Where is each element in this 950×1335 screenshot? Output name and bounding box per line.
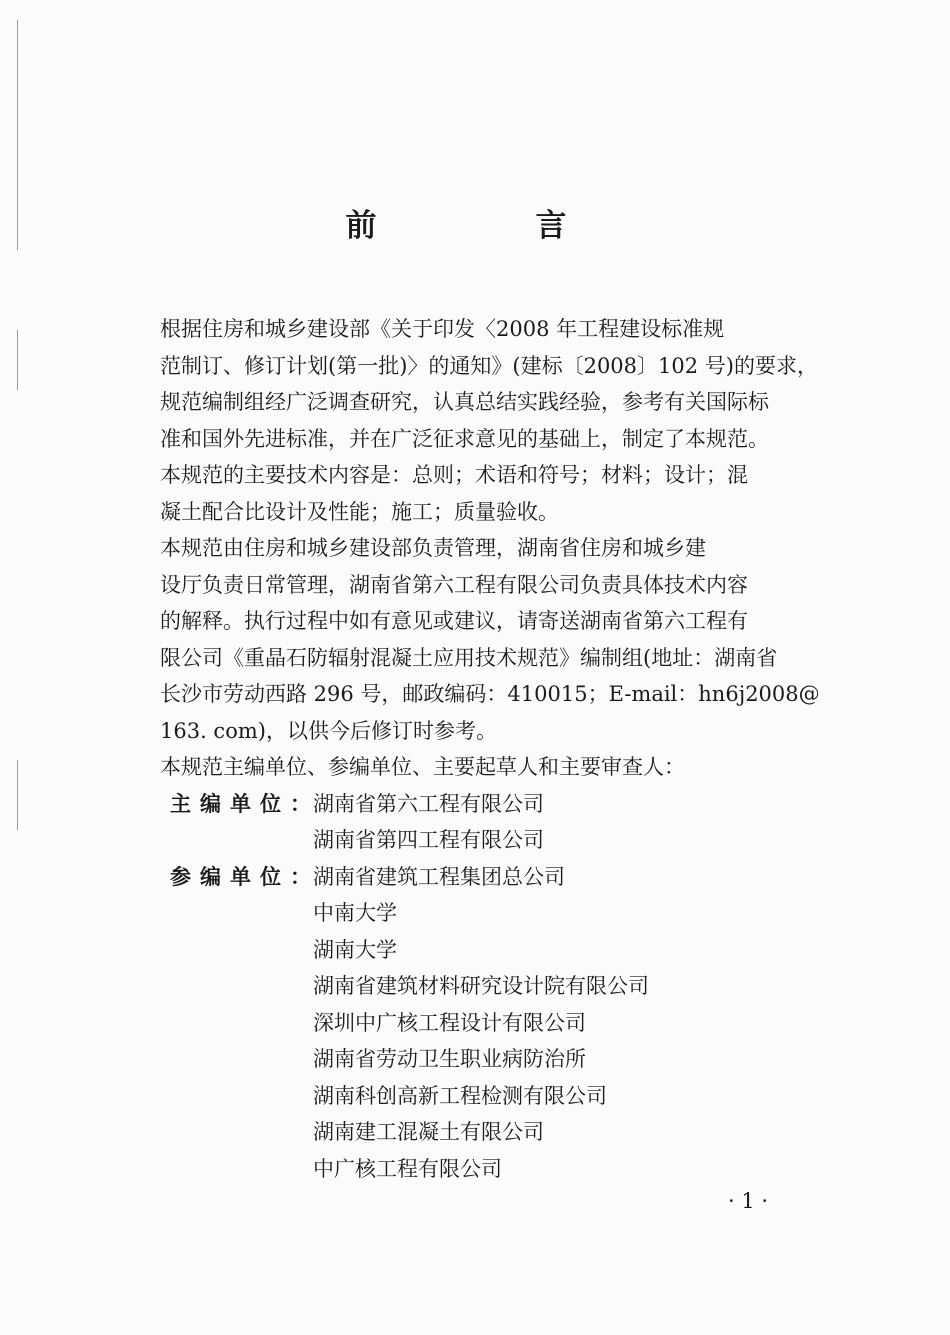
participating-unit-name: 湖南科创高新工程检测有限公司 [313,1083,607,1108]
scan-margin-line [17,330,18,390]
chief-unit-name: 湖南省第四工程有限公司 [313,828,544,852]
page-number: · 1 · [728,1189,769,1213]
paragraph-line: 本规范主编单位、参编单位、主要起草人和主要审查人： [160,755,685,779]
participating-unit-name: 湖南大学 [313,937,397,962]
paragraph [118,749,808,786]
scan-margin-line [17,760,18,830]
paragraph-line: 本规范的主要技术内容是：总则；术语和符号；材料；设计；混 [160,463,748,487]
participating-unit-label: 参编单位： [170,864,320,889]
participating-unit-name: 湖南建工混凝土有限公司 [313,1120,544,1144]
chief-unit-row [118,822,808,859]
paragraph-line: 限公司《重晶石防辐射混凝土应用技术规范》编制组(地址：湖南省 [160,645,778,670]
paragraph-line: 长沙市劳动西路 296 号，邮政编码：410015；E-mail：hn6j2008@ [160,682,820,706]
paragraph-line: 根据住房和城乡建设部《关于印发〈2008 年工程建设标准规 [160,317,725,341]
paragraph-line: 设厅负责日常管理，湖南省第六工程有限公司负责具体技术内容 [160,572,748,597]
chief-unit-row [118,786,808,823]
participating-unit-row [118,932,808,969]
document-body [118,311,820,1187]
paragraph [118,530,820,749]
participating-unit-name: 湖南省劳动卫生职业病防治所 [313,1047,586,1071]
paragraph-line: 范制订、修订计划(第一批)〉的通知》(建标〔2008〕102 号)的要求， [160,353,818,378]
participating-unit-row [118,1151,808,1188]
participating-unit-name: 中南大学 [313,901,397,925]
participating-unit-name: 中广核工程有限公司 [313,1156,502,1181]
chief-unit-label: 主编单位： [170,791,320,816]
participating-unit-name: 深圳中广核工程设计有限公司 [313,1010,586,1035]
chief-unit-name: 湖南省第六工程有限公司 [313,791,544,816]
participating-units-section [118,859,808,1188]
participating-unit-row [118,968,808,1005]
participating-unit-row [118,1078,808,1115]
paragraphs [118,311,820,786]
paragraph [118,311,818,457]
participating-unit-row [118,1041,808,1078]
paragraph-line: 163. com)，以供今后修订时参考。 [160,718,497,743]
participating-unit-row [118,1005,808,1042]
chief-units-section [118,786,808,859]
paragraph-line: 凝土配合比设计及性能；施工；质量验收。 [160,499,559,524]
paragraph-line: 的解释。执行过程中如有意见或建议，请寄送湖南省第六工程有 [160,609,748,633]
paragraph-line: 准和国外先进标准，并在广泛征求意见的基础上，制定了本规范。 [160,426,769,451]
page-title: 前 言 [345,208,631,244]
paragraph-line: 规范编制组经广泛调查研究，认真总结实践经验，参考有关国际标 [160,390,769,414]
participating-unit-row [118,859,808,896]
participating-unit-name: 湖南省建筑工程集团总公司 [313,864,565,889]
participating-unit-row [118,1114,808,1151]
paragraph [118,457,808,530]
participating-unit-name: 湖南省建筑材料研究设计院有限公司 [313,974,649,998]
participating-unit-row [118,895,808,932]
paragraph-line: 本规范由住房和城乡建设部负责管理，湖南省住房和城乡建 [160,536,706,560]
